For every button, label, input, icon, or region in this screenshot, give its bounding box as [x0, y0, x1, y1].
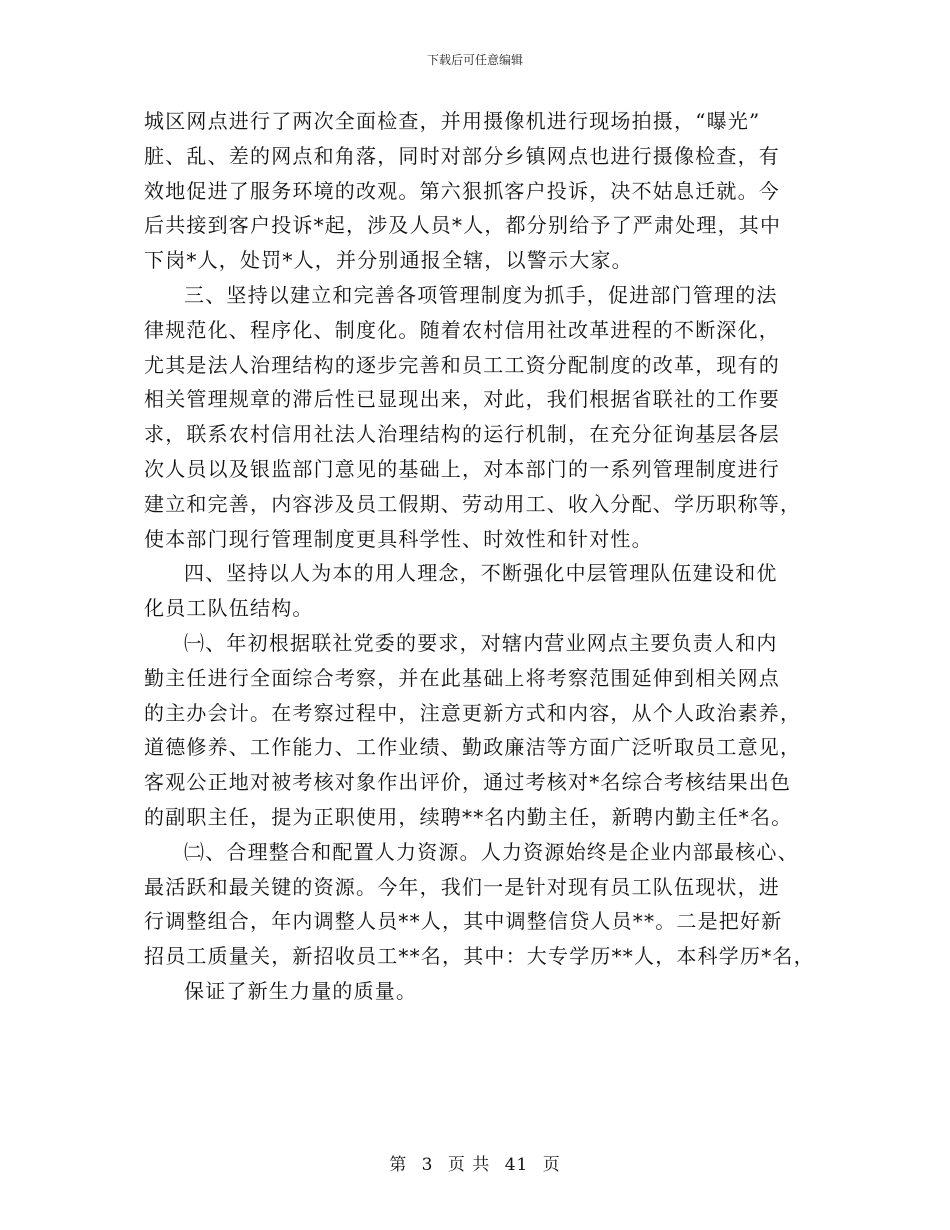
page-footer: [0, 1154, 950, 1176]
footer-total-pages: 41: [504, 1155, 529, 1175]
footer-suffix: 页: [542, 1155, 561, 1175]
text-line: 次人员以及银监部门意见的基础上，对本部门的一系列管理制度进行: [144, 456, 780, 481]
page-header: 下载后可任意编辑: [426, 53, 523, 67]
document-body: [144, 104, 824, 1009]
text-line: 化员工队伍结构。: [144, 596, 314, 621]
text-line: 相关管理规章的滞后性已显现出来，对此，我们根据省联社的工作要: [144, 387, 780, 412]
text-line: 道德修养、工作能力、工作业绩、勤政廉洁等方面广泛听取员工意见，: [144, 735, 802, 760]
text-line: 招员工质量关，新招收员工**名，其中：大专学历**人，本科学历*名，: [144, 944, 815, 969]
text-line: 的副职主任，提为正职使用，续聘**名内勤主任，新聘内勤主任*名。: [144, 804, 793, 829]
text-line: 求，联系农村信用社法人治理结构的运行机制，在充分征询基层各层: [144, 422, 780, 447]
text-line: 建立和完善，内容涉及员工假期、劳动用工、收入分配、学历职称等，: [144, 491, 802, 516]
text-line: 脏、乱、差的网点和角落，同时对部分乡镇网点也进行摄像检查，有: [144, 143, 780, 168]
footer-page-number: 3: [421, 1155, 434, 1175]
text-line: 行调整组合，年内调整人员**人，其中调整信贷人员**。二是把好新: [144, 909, 783, 934]
text-line: 尤其是法人治理结构的逐步完善和员工工资分配制度的改革，现有的: [144, 352, 780, 377]
text-line: 下岗*人，处罚*人，并分别通报全辖，以警示大家。: [144, 248, 633, 273]
text-line: ㈠、年初根据联社党委的要求，对辖内营业网点主要负责人和内: [184, 630, 778, 655]
text-line: 律规范化、程序化、制度化。随着农村信用社改革进程的不断深化，: [144, 317, 780, 342]
footer-middle: 页 共: [447, 1155, 491, 1175]
text-line: 的主办会计。在考察过程中，注意更新方式和内容，从个人政治素养，: [144, 700, 802, 725]
text-line: 三、坚持以建立和完善各项管理制度为抓手，促进部门管理的法: [184, 282, 778, 307]
text-line: 效地促进了服务环境的改观。第六狠抓客户投诉，决不姑息迁就。今: [144, 178, 780, 203]
text-line: 后共接到客户投诉*起，涉及人员*人，都分别给予了严肃处理，其中: [144, 213, 782, 238]
text-line: 勤主任进行全面综合考察，并在此基础上将考察范围延伸到相关网点: [144, 665, 780, 690]
text-line: 保证了新生力量的质量。: [184, 978, 418, 1003]
text-line: 使本部门现行管理制度更具科学性、时效性和针对性。: [144, 526, 653, 551]
text-line: 最活跃和最关键的资源。今年，我们一是针对现有员工队伍现状，进: [144, 874, 780, 899]
text-line: ㈡、合理整合和配置人力资源。人力资源始终是企业内部最核心、: [184, 839, 799, 864]
text-line: 客观公正地对被考核对象作出评价，通过考核对*名综合考核结果出色: [144, 770, 792, 795]
text-line: 城区网点进行了两次全面检查，并用摄像机进行现场拍摄，“曝光”: [144, 109, 761, 133]
footer-prefix: 第: [389, 1155, 408, 1175]
text-line: 四、坚持以人为本的用人理念，不断强化中层管理队伍建设和优: [184, 561, 778, 586]
